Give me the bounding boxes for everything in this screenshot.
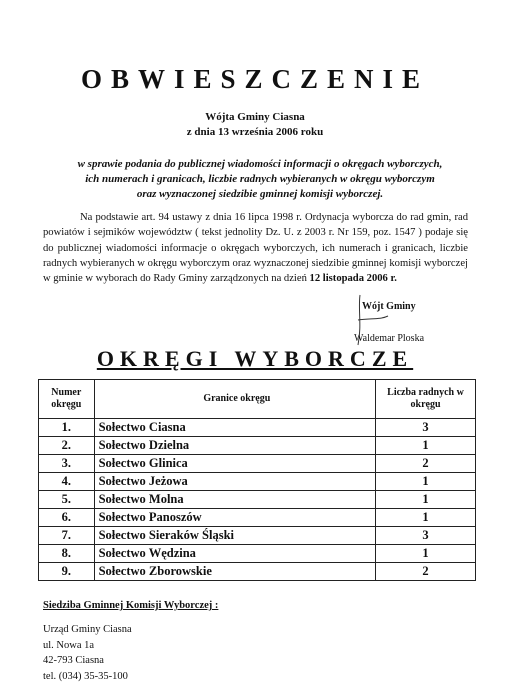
table-row [39,419,476,437]
address-line: 42-793 Ciasna [43,655,104,666]
district-name: Sołectwo Panoszów [94,509,375,527]
districts-table [38,379,476,581]
body-text: Na podstawie art. 94 ustawy z dnia 16 lipca 1998 r. Ordynacja wyborcza do rad gmin, rad powiatów i sejmików województw ( tekst jednolity Dz. U. z 2003 r. Nr 159, poz. 1547 ) podaje się do publicznej wiadomości informacje o okręgach wyborczych, ich numerach i granicach, liczbie radnych wybieranych w okręgu wyborczym oraz wyznaczonej siedzibie gminnej komisji wyborczej w gminie w wyborach do Rady Gminy zarządzonych na dzień [43,212,468,285]
table-row [39,473,476,491]
districts-heading: OKRĘGI WYBORCZE [96,346,414,371]
table-row [39,527,476,545]
issuer-block [0,110,510,140]
subject-line-2: ich numerach i granicach, liczbie radnych wybieranych w okręgu wyborczym [85,173,435,185]
district-name: Sołectwo Molna [94,491,375,509]
district-councillors: 1 [376,545,476,563]
issue-date: z dnia 13 września 2006 roku [186,126,324,138]
district-number: 9. [39,563,95,581]
district-name: Sołectwo Wędzina [94,545,375,563]
issuer-name: Wójta Gminy Ciasna [205,111,305,123]
column-header-councillors: Liczba radnych w okręgu [376,380,476,419]
subject-block [60,157,460,202]
table-row [39,491,476,509]
district-number: 7. [39,527,95,545]
commission-address [43,622,132,684]
district-name: Sołectwo Glinica [94,455,375,473]
district-number: 1. [39,419,95,437]
district-name: Sołectwo Ciasna [94,419,375,437]
district-name: Sołectwo Jeżowa [94,473,375,491]
district-number: 3. [39,455,95,473]
district-councillors: 1 [376,509,476,527]
column-header-boundaries: Granice okręgu [94,380,375,419]
district-councillors: 3 [376,419,476,437]
address-line: ul. Nowa 1a [43,639,95,651]
district-councillors: 1 [376,491,476,509]
district-name: Sołectwo Dzielna [94,437,375,455]
district-councillors: 1 [376,473,476,491]
address-line: Urząd Gminy Ciasna [43,624,132,635]
district-councillors: 1 [376,437,476,455]
district-number: 4. [39,473,95,491]
address-line: tel. (034) 35-35-100 [43,670,128,682]
district-councillors: 3 [376,527,476,545]
election-date: 12 listopada 2006 r. [309,273,397,285]
subject-line-3: oraz wyznaczonej siedzibie gminnej komisji wyborczej. [136,188,384,200]
district-name: Sołectwo Sieraków Śląski [94,527,375,545]
district-number: 8. [39,545,95,563]
table-row [39,455,476,473]
table-row [39,437,476,455]
signatory-name: Waldemar Ploska [354,333,425,344]
body-paragraph [43,210,468,286]
district-number: 6. [39,509,95,527]
district-number: 2. [39,437,95,455]
subject-line-1: w sprawie podania do publicznej wiadomości informacji o okręgach wyborczych, [77,158,443,170]
table-row [39,545,476,563]
table-header-row [39,380,476,419]
table-row [39,563,476,581]
column-header-number: Numer okręgu [39,380,95,419]
signatory-title: Wójt Gminy [362,301,416,312]
district-councillors: 2 [376,563,476,581]
commission-seat-heading: Siedziba Gminnej Komisji Wyborczej : [43,600,219,611]
table-row [39,509,476,527]
document-title: OBWIESZCZENIE [80,64,430,94]
district-name: Sołectwo Zborowskie [94,563,375,581]
district-number: 5. [39,491,95,509]
district-councillors: 2 [376,455,476,473]
